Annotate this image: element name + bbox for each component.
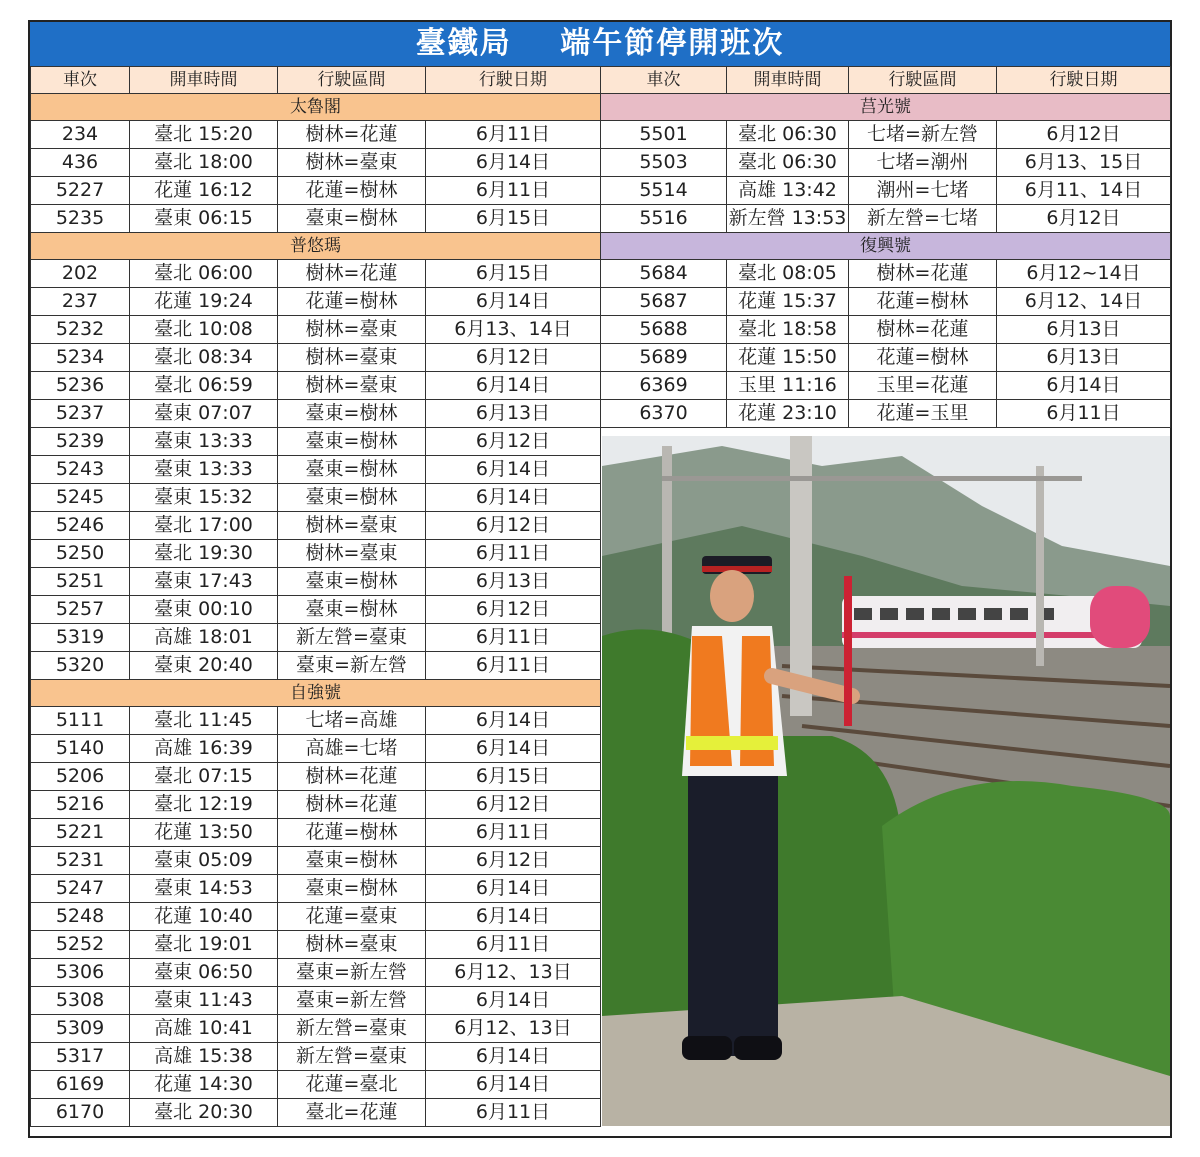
- table-cell: 6月11日: [997, 400, 1171, 428]
- table-cell: 樹林=臺東: [278, 316, 426, 344]
- table-cell: 樹林=花蓮: [278, 260, 426, 288]
- table-cell: 6月12日: [997, 205, 1171, 233]
- table-cell: 6月12日: [426, 428, 601, 456]
- table-row: [31, 484, 601, 512]
- table-cell: 5243: [31, 456, 130, 484]
- table-cell: 臺北 08:05: [727, 260, 849, 288]
- table-cell: 5216: [31, 791, 130, 819]
- section-row: [601, 233, 1171, 260]
- table-cell: 七堵=潮州: [849, 149, 997, 177]
- table-row: [31, 428, 601, 456]
- section-title: 普悠瑪: [31, 233, 601, 260]
- table-cell: 臺東 14:53: [130, 875, 278, 903]
- column-header: 車次: [601, 67, 727, 94]
- table-cell: 樹林=臺東: [278, 540, 426, 568]
- table-cell: 臺北 19:30: [130, 540, 278, 568]
- table-cell: 5239: [31, 428, 130, 456]
- table-cell: 花蓮 15:37: [727, 288, 849, 316]
- table-cell: 6月12、13日: [426, 1015, 601, 1043]
- table-cell: 5514: [601, 177, 727, 205]
- table-cell: 臺北 11:45: [130, 707, 278, 735]
- table-row: [31, 121, 601, 149]
- table-cell: 6月14日: [426, 707, 601, 735]
- table-cell: 玉里 11:16: [727, 372, 849, 400]
- table-row: [601, 400, 1171, 428]
- table-cell: 6月13日: [997, 344, 1171, 372]
- section-title: 自強號: [31, 680, 601, 707]
- table-cell: 5232: [31, 316, 130, 344]
- table-cell: 5516: [601, 205, 727, 233]
- table-cell: 樹林=臺東: [278, 372, 426, 400]
- table-cell: 6月11日: [426, 652, 601, 680]
- table-row: [31, 819, 601, 847]
- table-cell: 花蓮=樹林: [849, 288, 997, 316]
- table-cell: 5684: [601, 260, 727, 288]
- table-row: [31, 205, 601, 233]
- table-cell: 潮州=七堵: [849, 177, 997, 205]
- table-cell: 花蓮=樹林: [849, 344, 997, 372]
- table-row: [601, 121, 1171, 149]
- table-cell: 5251: [31, 568, 130, 596]
- table-row: [601, 260, 1171, 288]
- section-row: [31, 233, 601, 260]
- table-cell: 新左營=七堵: [849, 205, 997, 233]
- table-cell: 6月14日: [426, 372, 601, 400]
- table-cell: 5246: [31, 512, 130, 540]
- table-cell: 5309: [31, 1015, 130, 1043]
- table-cell: 5320: [31, 652, 130, 680]
- table-row: [601, 316, 1171, 344]
- table-cell: 樹林=臺東: [278, 512, 426, 540]
- table-cell: 臺北=花蓮: [278, 1099, 426, 1127]
- table-row: [31, 763, 601, 791]
- table-cell: 臺東=新左營: [278, 959, 426, 987]
- table-cell: 6月13、14日: [426, 316, 601, 344]
- table-cell: 5140: [31, 735, 130, 763]
- table-cell: 5234: [31, 344, 130, 372]
- table-cell: 6月14日: [426, 735, 601, 763]
- table-cell: 臺東 13:33: [130, 456, 278, 484]
- page-title: [30, 22, 1170, 66]
- table-cell: 6月11日: [426, 624, 601, 652]
- railway-worker-photo: [602, 436, 1170, 1126]
- table-cell: 6月11日: [426, 540, 601, 568]
- table-cell: 臺北 15:20: [130, 121, 278, 149]
- table-cell: 5257: [31, 596, 130, 624]
- table-row: [31, 735, 601, 763]
- table-cell: 5689: [601, 344, 727, 372]
- column-header: 行駛區間: [849, 67, 997, 94]
- table-cell: 6169: [31, 1071, 130, 1099]
- table-cell: 臺東=樹林: [278, 484, 426, 512]
- table-row: [31, 847, 601, 875]
- table-row: [601, 372, 1171, 400]
- table-cell: 6月14日: [426, 875, 601, 903]
- table-cell: 新左營=臺東: [278, 624, 426, 652]
- table-cell: 樹林=花蓮: [278, 121, 426, 149]
- table-cell: 臺北 06:00: [130, 260, 278, 288]
- table-cell: 臺東 13:33: [130, 428, 278, 456]
- table-row: [601, 177, 1171, 205]
- table-cell: 臺北 18:58: [727, 316, 849, 344]
- table-row: [31, 1043, 601, 1071]
- table-cell: 6月14日: [426, 149, 601, 177]
- table-cell: 5231: [31, 847, 130, 875]
- table-row: [31, 596, 601, 624]
- table-cell: 5236: [31, 372, 130, 400]
- table-row: [31, 931, 601, 959]
- table-cell: 5250: [31, 540, 130, 568]
- table-row: [31, 903, 601, 931]
- table-cell: 5688: [601, 316, 727, 344]
- table-cell: 5247: [31, 875, 130, 903]
- table-cell: 6月12日: [426, 791, 601, 819]
- right-schedule-table: [600, 66, 1171, 428]
- table-cell: 6月15日: [426, 260, 601, 288]
- table-cell: 樹林=臺東: [278, 149, 426, 177]
- table-cell: 臺北 12:19: [130, 791, 278, 819]
- table-row: [601, 344, 1171, 372]
- table-cell: 5252: [31, 931, 130, 959]
- table-cell: 6月11日: [426, 819, 601, 847]
- table-cell: 6170: [31, 1099, 130, 1127]
- table-cell: 6月15日: [426, 763, 601, 791]
- table-cell: 5206: [31, 763, 130, 791]
- table-cell: 臺北 10:08: [130, 316, 278, 344]
- table-row: [31, 1099, 601, 1127]
- table-cell: 臺東=樹林: [278, 428, 426, 456]
- table-cell: 6月14日: [426, 987, 601, 1015]
- table-cell: 臺北 19:01: [130, 931, 278, 959]
- title-subject: 端午節停開班次: [560, 26, 785, 61]
- table-row: [31, 875, 601, 903]
- table-cell: 樹林=花蓮: [278, 791, 426, 819]
- table-row: [31, 791, 601, 819]
- table-row: [31, 316, 601, 344]
- table-cell: 5245: [31, 484, 130, 512]
- header-row: [601, 67, 1171, 94]
- section-row: [31, 680, 601, 707]
- column-header: 行駛日期: [426, 67, 601, 94]
- table-cell: 新左營 13:53: [727, 205, 849, 233]
- table-cell: 6月11日: [426, 177, 601, 205]
- table-row: [31, 177, 601, 205]
- table-cell: 6月15日: [426, 205, 601, 233]
- column-header: 車次: [31, 67, 130, 94]
- table-cell: 玉里=花蓮: [849, 372, 997, 400]
- table-cell: 6月14日: [426, 456, 601, 484]
- table-cell: 臺東 15:32: [130, 484, 278, 512]
- table-cell: 6月11、14日: [997, 177, 1171, 205]
- section-row: [31, 94, 601, 121]
- table-cell: 樹林=花蓮: [278, 763, 426, 791]
- table-cell: 6月13日: [426, 400, 601, 428]
- table-cell: 6月12日: [426, 344, 601, 372]
- table-row: [31, 568, 601, 596]
- table-cell: 臺北 06:59: [130, 372, 278, 400]
- table-cell: 5317: [31, 1043, 130, 1071]
- table-cell: 花蓮 19:24: [130, 288, 278, 316]
- section-title: 太魯閣: [31, 94, 601, 121]
- table-cell: 臺北 07:15: [130, 763, 278, 791]
- table-cell: 6月12、13日: [426, 959, 601, 987]
- column-header: 行駛日期: [997, 67, 1171, 94]
- table-cell: 臺東 11:43: [130, 987, 278, 1015]
- left-schedule-table: [30, 66, 601, 1127]
- table-cell: 花蓮 13:50: [130, 819, 278, 847]
- table-cell: 臺東=樹林: [278, 875, 426, 903]
- table-cell: 臺北 20:30: [130, 1099, 278, 1127]
- table-cell: 6月14日: [426, 288, 601, 316]
- table-cell: 6月12日: [426, 847, 601, 875]
- table-cell: 5248: [31, 903, 130, 931]
- table-cell: 花蓮 23:10: [727, 400, 849, 428]
- table-cell: 臺東 00:10: [130, 596, 278, 624]
- column-header: 開車時間: [130, 67, 278, 94]
- table-row: [31, 1015, 601, 1043]
- table-cell: 6月12日: [997, 121, 1171, 149]
- table-cell: 花蓮 10:40: [130, 903, 278, 931]
- table-cell: 樹林=臺東: [278, 931, 426, 959]
- table-cell: 臺東 05:09: [130, 847, 278, 875]
- table-cell: 臺東 07:07: [130, 400, 278, 428]
- table-cell: 臺東 06:50: [130, 959, 278, 987]
- table-row: [31, 149, 601, 177]
- table-cell: 6370: [601, 400, 727, 428]
- table-cell: 6月14日: [426, 903, 601, 931]
- table-cell: 5111: [31, 707, 130, 735]
- table-cell: 臺東=樹林: [278, 568, 426, 596]
- table-cell: 6月11日: [426, 931, 601, 959]
- table-cell: 臺東=樹林: [278, 596, 426, 624]
- table-cell: 臺北 06:30: [727, 149, 849, 177]
- table-row: [31, 1071, 601, 1099]
- table-cell: 6月11日: [426, 1099, 601, 1127]
- table-cell: 6月12、14日: [997, 288, 1171, 316]
- table-cell: 花蓮 14:30: [130, 1071, 278, 1099]
- table-cell: 新左營=臺東: [278, 1043, 426, 1071]
- table-row: [31, 288, 601, 316]
- table-cell: 高雄 13:42: [727, 177, 849, 205]
- table-cell: 臺東 06:15: [130, 205, 278, 233]
- table-row: [31, 959, 601, 987]
- table-cell: 樹林=花蓮: [849, 260, 997, 288]
- table-cell: 臺東=樹林: [278, 400, 426, 428]
- table-cell: 臺東 20:40: [130, 652, 278, 680]
- table-cell: 花蓮=樹林: [278, 177, 426, 205]
- header-row: [31, 67, 601, 94]
- table-row: [31, 400, 601, 428]
- table-row: [31, 987, 601, 1015]
- table-cell: 七堵=高雄: [278, 707, 426, 735]
- table-cell: 6月14日: [426, 1043, 601, 1071]
- table-cell: 樹林=臺東: [278, 344, 426, 372]
- table-row: [31, 456, 601, 484]
- section-title: 莒光號: [601, 94, 1171, 121]
- column-header: 行駛區間: [278, 67, 426, 94]
- table-cell: 新左營=臺東: [278, 1015, 426, 1043]
- table-cell: 臺北 08:34: [130, 344, 278, 372]
- section-row: [601, 94, 1171, 121]
- table-cell: 高雄 10:41: [130, 1015, 278, 1043]
- table-cell: 6月13、15日: [997, 149, 1171, 177]
- table-cell: 6月14日: [426, 484, 601, 512]
- table-cell: 6月13日: [426, 568, 601, 596]
- table-cell: 花蓮=玉里: [849, 400, 997, 428]
- table-cell: 七堵=新左營: [849, 121, 997, 149]
- table-cell: 234: [31, 121, 130, 149]
- table-cell: 高雄=七堵: [278, 735, 426, 763]
- table-cell: 臺東=樹林: [278, 456, 426, 484]
- table-cell: 5503: [601, 149, 727, 177]
- table-cell: 5306: [31, 959, 130, 987]
- table-cell: 臺東 17:43: [130, 568, 278, 596]
- table-cell: 臺東=新左營: [278, 652, 426, 680]
- table-cell: 花蓮=臺北: [278, 1071, 426, 1099]
- table-cell: 5501: [601, 121, 727, 149]
- table-row: [601, 288, 1171, 316]
- table-cell: 5319: [31, 624, 130, 652]
- table-row: [31, 344, 601, 372]
- table-row: [31, 707, 601, 735]
- table-cell: 6月12~14日: [997, 260, 1171, 288]
- table-cell: 6月11日: [426, 121, 601, 149]
- table-cell: 臺北 06:30: [727, 121, 849, 149]
- table-row: [601, 205, 1171, 233]
- table-cell: 花蓮=樹林: [278, 288, 426, 316]
- table-cell: 臺東=樹林: [278, 205, 426, 233]
- table-cell: 5687: [601, 288, 727, 316]
- table-cell: 臺東=樹林: [278, 847, 426, 875]
- title-org: 臺鐵局: [415, 26, 512, 61]
- table-cell: 6月12日: [426, 512, 601, 540]
- table-cell: 6月14日: [426, 1071, 601, 1099]
- table-cell: 6月14日: [997, 372, 1171, 400]
- table-cell: 花蓮 15:50: [727, 344, 849, 372]
- table-cell: 花蓮=臺東: [278, 903, 426, 931]
- schedule-sheet: [28, 20, 1172, 1138]
- table-cell: 臺北 17:00: [130, 512, 278, 540]
- table-cell: 6月13日: [997, 316, 1171, 344]
- table-row: [601, 149, 1171, 177]
- table-row: [31, 540, 601, 568]
- table-row: [31, 652, 601, 680]
- table-cell: 6月12日: [426, 596, 601, 624]
- table-cell: 5227: [31, 177, 130, 205]
- column-header: 開車時間: [727, 67, 849, 94]
- table-cell: 花蓮 16:12: [130, 177, 278, 205]
- table-cell: 5237: [31, 400, 130, 428]
- table-row: [31, 260, 601, 288]
- table-row: [31, 512, 601, 540]
- table-cell: 高雄 18:01: [130, 624, 278, 652]
- table-cell: 202: [31, 260, 130, 288]
- table-cell: 6369: [601, 372, 727, 400]
- table-cell: 樹林=花蓮: [849, 316, 997, 344]
- table-row: [31, 372, 601, 400]
- table-cell: 高雄 15:38: [130, 1043, 278, 1071]
- table-cell: 5235: [31, 205, 130, 233]
- table-cell: 花蓮=樹林: [278, 819, 426, 847]
- section-title: 復興號: [601, 233, 1171, 260]
- table-cell: 5221: [31, 819, 130, 847]
- table-cell: 436: [31, 149, 130, 177]
- table-cell: 臺北 18:00: [130, 149, 278, 177]
- table-cell: 5308: [31, 987, 130, 1015]
- table-cell: 237: [31, 288, 130, 316]
- table-cell: 高雄 16:39: [130, 735, 278, 763]
- table-row: [31, 624, 601, 652]
- table-cell: 臺東=新左營: [278, 987, 426, 1015]
